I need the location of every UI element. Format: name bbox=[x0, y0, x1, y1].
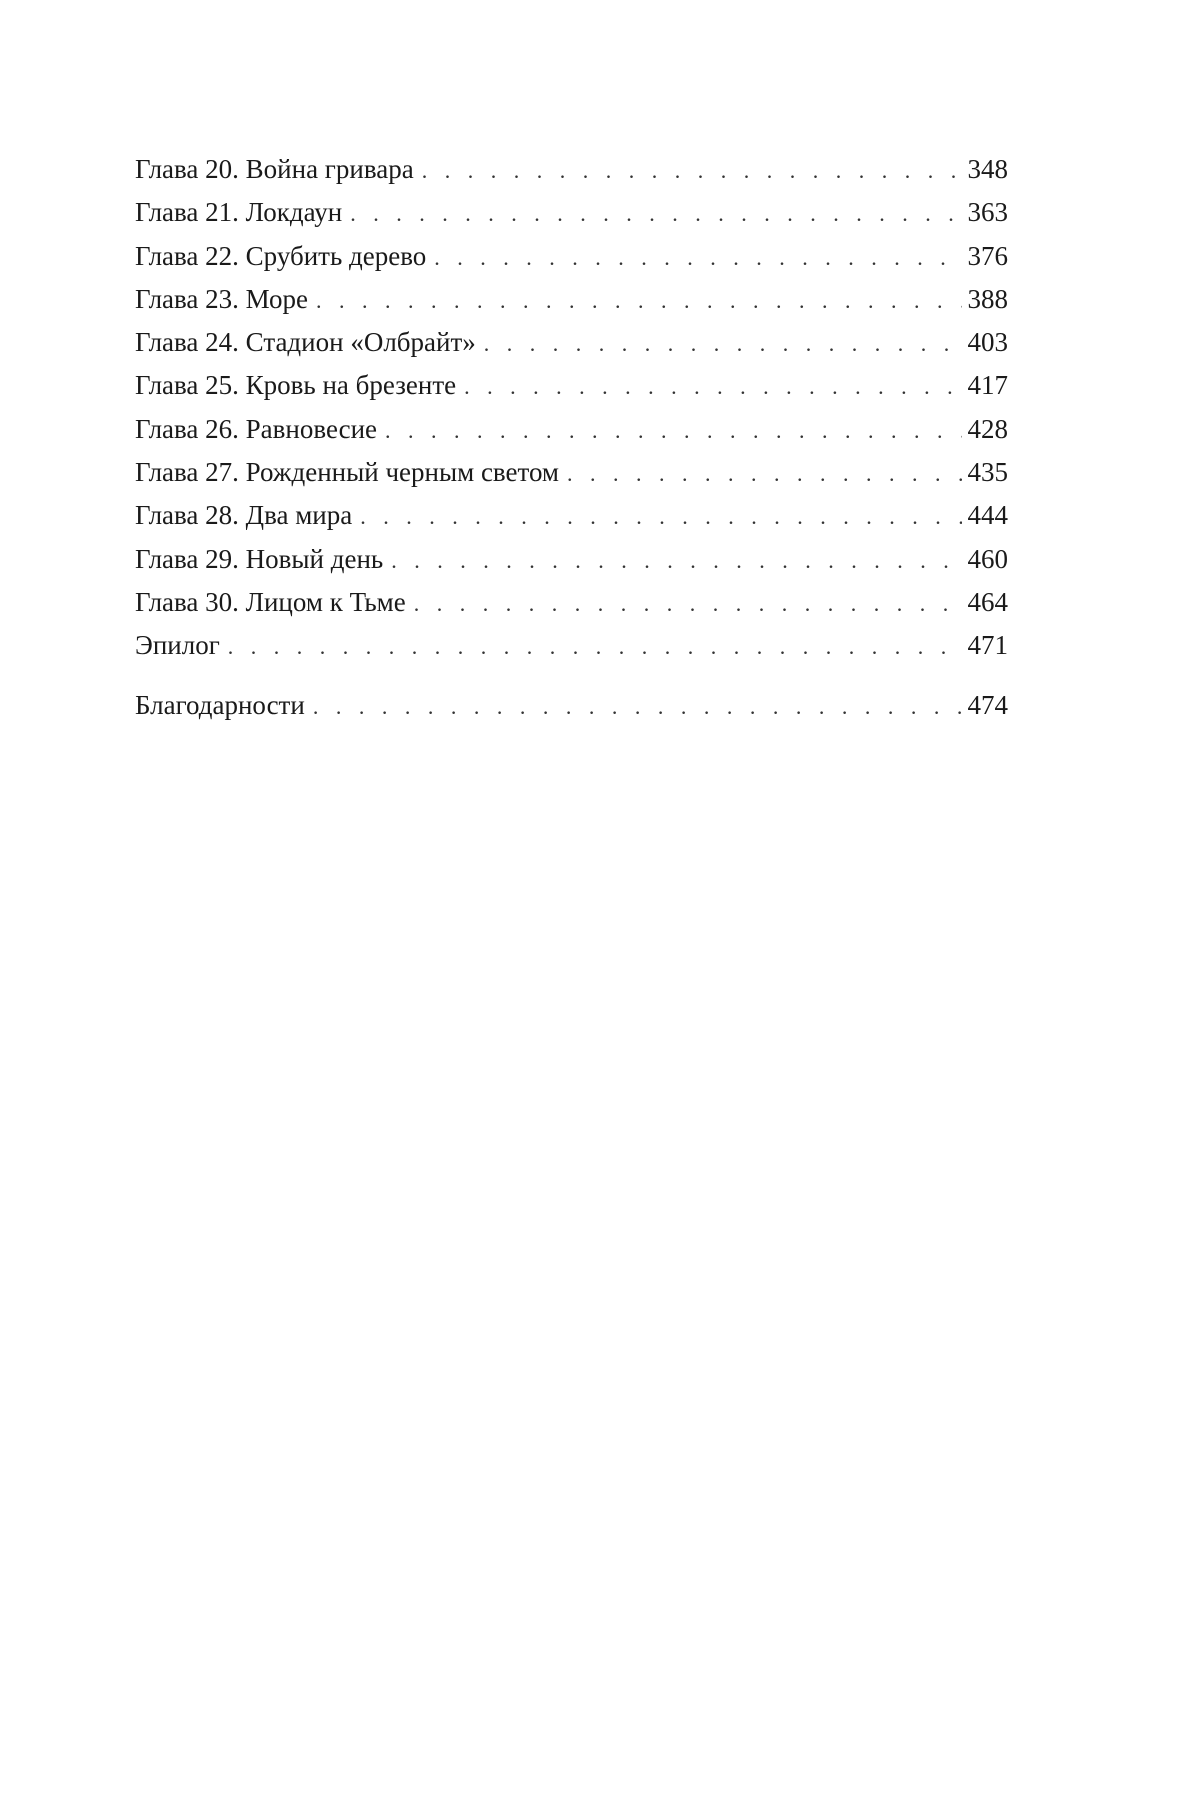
toc-entry-page-number: 444 bbox=[967, 500, 1008, 531]
toc-entry-chapter-23[interactable] bbox=[135, 278, 1008, 321]
toc-entry-title: Глава 20. Война гривара bbox=[135, 154, 414, 184]
toc-entry-acknowledgements[interactable] bbox=[135, 684, 1008, 727]
toc-entry-title: Глава 30. Лицом к Тьме bbox=[135, 586, 406, 617]
toc-entry-title: Эпилог bbox=[135, 630, 220, 661]
toc-entry-chapter-30[interactable] bbox=[135, 581, 1008, 624]
toc-entry-title: Глава 22. Срубить дерево bbox=[135, 240, 427, 271]
dot-leader bbox=[567, 452, 961, 495]
toc-entry-chapter-24[interactable] bbox=[135, 321, 1008, 364]
dot-leader bbox=[422, 149, 962, 192]
toc-entry-chapter-20[interactable] bbox=[135, 148, 1008, 191]
dot-leader bbox=[434, 236, 961, 279]
toc-entry-title: Глава 28. Два мира bbox=[135, 500, 353, 531]
toc-entry-epilogue[interactable] bbox=[135, 624, 1008, 667]
toc-entry-title: Глава 26. Равновесие bbox=[135, 413, 378, 444]
toc-entry-page-number: 474 bbox=[967, 689, 1008, 720]
toc-entry-page-number: 435 bbox=[967, 457, 1008, 488]
toc-entry-chapter-28[interactable] bbox=[135, 494, 1008, 537]
toc-entry-page-number: 464 bbox=[967, 586, 1008, 617]
toc-entry-title: Благодарности bbox=[135, 689, 305, 720]
toc-entry-chapter-22[interactable] bbox=[135, 235, 1008, 278]
toc-entry-chapter-25[interactable] bbox=[135, 364, 1008, 407]
toc-entry-page-number: 388 bbox=[967, 283, 1008, 314]
toc-entry-title: Глава 29. Новый день bbox=[135, 543, 384, 574]
toc-entry-title: Глава 27. Рожденный черным светом bbox=[135, 457, 560, 488]
dot-leader bbox=[385, 409, 961, 452]
dot-leader bbox=[484, 322, 962, 365]
dot-leader bbox=[316, 279, 962, 322]
toc-entry-chapter-29[interactable] bbox=[135, 538, 1008, 581]
toc-entry-chapter-27[interactable] bbox=[135, 451, 1008, 494]
dot-leader bbox=[360, 495, 961, 538]
toc-entry-chapter-26[interactable] bbox=[135, 408, 1008, 451]
toc-entry-page-number: 348 bbox=[967, 154, 1008, 184]
toc-entry-title: Глава 23. Море bbox=[135, 283, 308, 314]
dot-leader bbox=[228, 625, 962, 668]
toc-entry-chapter-21[interactable] bbox=[135, 191, 1008, 234]
toc-entry-page-number: 403 bbox=[967, 327, 1008, 358]
dot-leader bbox=[391, 539, 961, 582]
toc-entry-title: Глава 25. Кровь на брезенте bbox=[135, 370, 457, 401]
toc-entry-page-number: 376 bbox=[967, 240, 1008, 271]
dot-leader bbox=[414, 582, 962, 625]
table-of-contents bbox=[135, 148, 1008, 727]
toc-entry-page-number: 428 bbox=[967, 413, 1008, 444]
toc-entry-title: Глава 21. Локдаун bbox=[135, 197, 343, 228]
toc-entry-page-number: 471 bbox=[967, 630, 1008, 661]
dot-leader bbox=[350, 192, 961, 235]
toc-entry-page-number: 363 bbox=[967, 197, 1008, 228]
dot-leader bbox=[313, 685, 962, 728]
toc-entry-page-number: 460 bbox=[967, 543, 1008, 574]
toc-entry-title: Глава 24. Стадион «Олбрайт» bbox=[135, 327, 476, 358]
toc-entry-page-number: 417 bbox=[967, 370, 1008, 401]
dot-leader bbox=[464, 365, 961, 408]
